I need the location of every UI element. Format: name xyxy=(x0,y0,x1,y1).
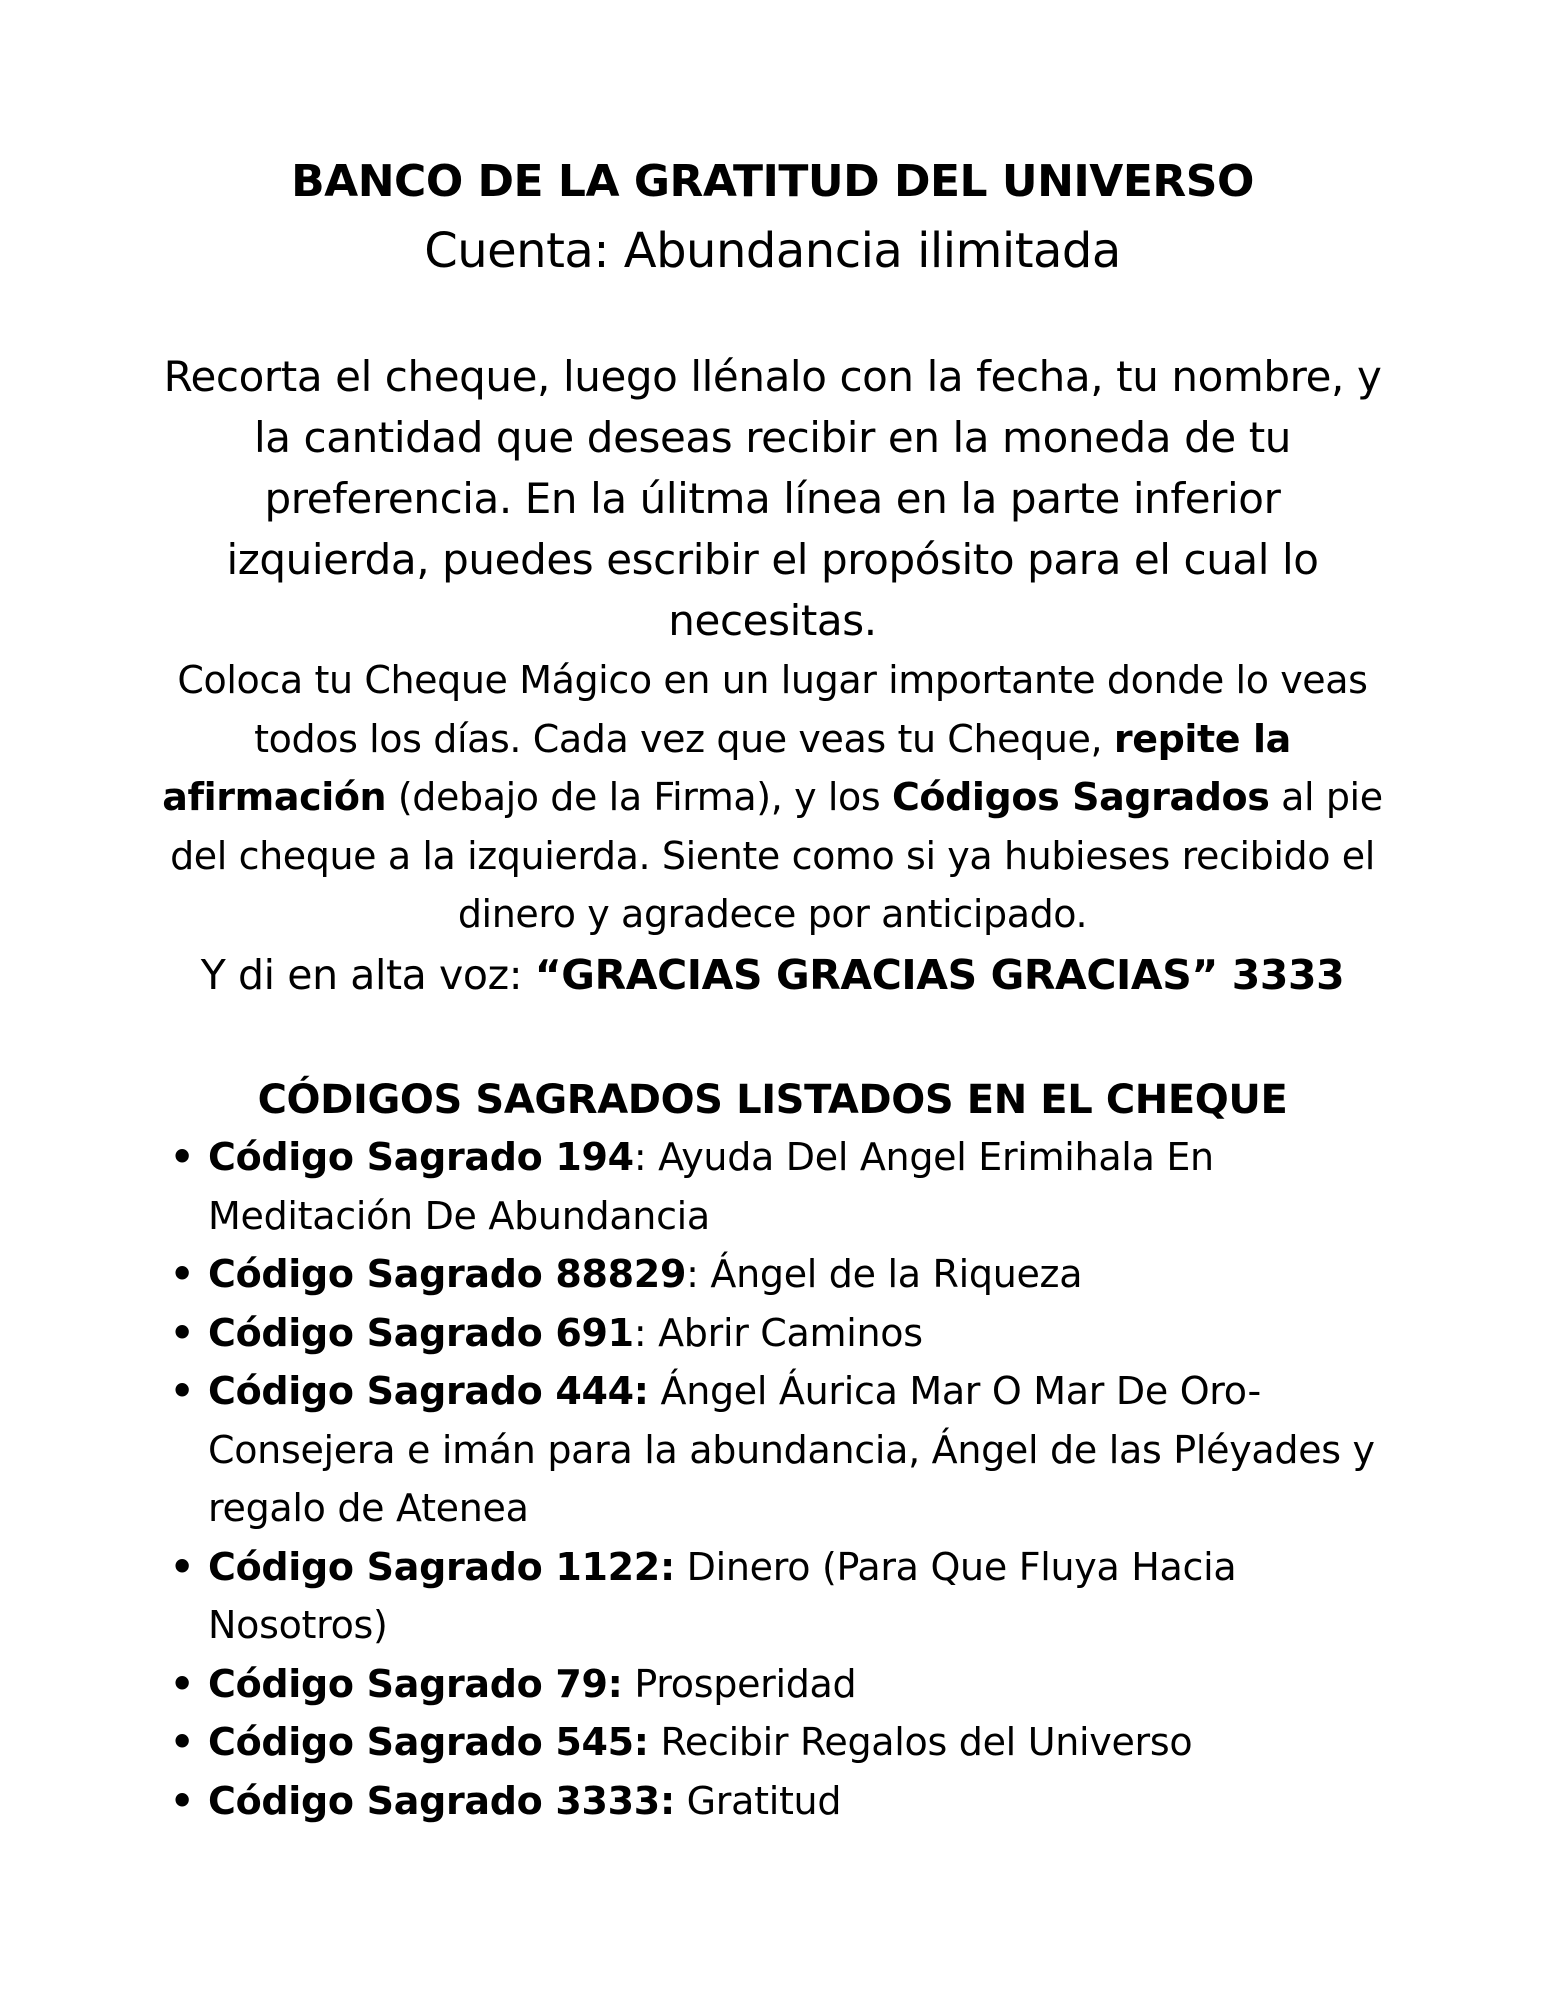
code-separator xyxy=(623,1662,635,1706)
list-item xyxy=(170,1713,1400,1772)
code-description: Ángel de la Riqueza xyxy=(710,1252,1083,1296)
gratitude-phrase: “GRACIAS GRACIAS GRACIAS” 3333 xyxy=(534,950,1345,999)
affirmation-emphasis: repite la afirmación xyxy=(162,716,1291,819)
bullet-icon: • xyxy=(170,1661,194,1706)
list-item xyxy=(170,1304,1400,1363)
list-item xyxy=(170,1655,1400,1714)
bullet-icon: • xyxy=(170,1310,194,1355)
bank-title: BANCO DE LA GRATITUD DEL UNIVERSO xyxy=(291,156,1254,207)
sacred-codes-emphasis: Códigos Sagrados xyxy=(891,775,1270,819)
codes-list xyxy=(170,1128,1400,1830)
code-separator xyxy=(649,1720,661,1764)
bullet-icon: • xyxy=(170,1252,194,1296)
code-label: Código Sagrado 3333: xyxy=(208,1778,675,1823)
code-label: Código Sagrado 691 xyxy=(208,1310,634,1355)
code-description: Gratitud xyxy=(686,1778,842,1823)
list-item xyxy=(170,1128,1400,1245)
list-item xyxy=(170,1772,1400,1831)
bullet-icon: • xyxy=(170,1135,194,1179)
code-label: Código Sagrado 444: xyxy=(208,1369,649,1413)
instructions-paragraph-2 xyxy=(160,651,1385,944)
instructions-text: (debajo de la Firma), y los xyxy=(386,775,892,819)
code-separator xyxy=(649,1369,661,1413)
account-line: Cuenta: Abundancia ilimitada xyxy=(424,223,1121,279)
bullet-icon: • xyxy=(170,1720,194,1764)
code-separator xyxy=(675,1545,687,1589)
list-item xyxy=(170,1245,1400,1304)
instructions-text: al pie del cheque a la izquierda. Siente como si ya hubieses recibido el dinero y agradece por anticipado. xyxy=(170,775,1383,936)
bullet-icon: • xyxy=(170,1778,194,1823)
code-description: Prosperidad xyxy=(634,1661,857,1706)
list-item xyxy=(170,1538,1400,1655)
code-description: Abrir Caminos xyxy=(658,1310,923,1355)
code-label: Código Sagrado 1122: xyxy=(208,1544,675,1589)
code-label: Código Sagrado 545: xyxy=(208,1720,649,1764)
instructions-block xyxy=(160,346,1385,1006)
code-separator: : xyxy=(633,1310,659,1355)
code-description: Ayuda Del Angel Erimihala En Meditación De Abundancia xyxy=(208,1135,1214,1238)
code-separator: : xyxy=(633,1135,659,1179)
code-description: Recibir Regalos del Universo xyxy=(660,1720,1193,1764)
closing-prefix: Y di en alta voz: xyxy=(200,950,535,999)
code-separator: : xyxy=(686,1252,711,1296)
bullet-icon: • xyxy=(170,1544,194,1589)
code-label: Código Sagrado 79: xyxy=(208,1661,623,1706)
closing-line xyxy=(160,944,1385,1006)
code-description: Ángel Áurica Mar O Mar De Oro- Consejera e imán para la abundancia, Ángel de las Pléyades y regalo de Atenea xyxy=(208,1369,1375,1530)
code-label: Código Sagrado 194 xyxy=(208,1135,634,1179)
bullet-icon: • xyxy=(170,1369,194,1413)
instructions-paragraph-1: Recorta el cheque, luego llénalo con la fecha, tu nombre, y la cantidad que deseas recibir en la moneda de tu preferencia. En la úlitma línea en la parte inferior izquierda, puedes escribir el propósito para el cual lo necesitas. xyxy=(163,352,1382,645)
codes-heading: CÓDIGOS SAGRADOS LISTADOS EN EL CHEQUE xyxy=(257,1077,1288,1123)
instructions-text: Coloca tu Cheque Mágico en un lugar importante donde lo veas todos los días. Cada vez que veas tu Cheque, xyxy=(177,658,1368,761)
list-item xyxy=(170,1362,1400,1538)
code-separator xyxy=(675,1779,687,1823)
code-description: Dinero (Para Que Fluya Hacia Nosotros) xyxy=(208,1544,1237,1647)
code-label: Código Sagrado 88829 xyxy=(208,1252,687,1296)
